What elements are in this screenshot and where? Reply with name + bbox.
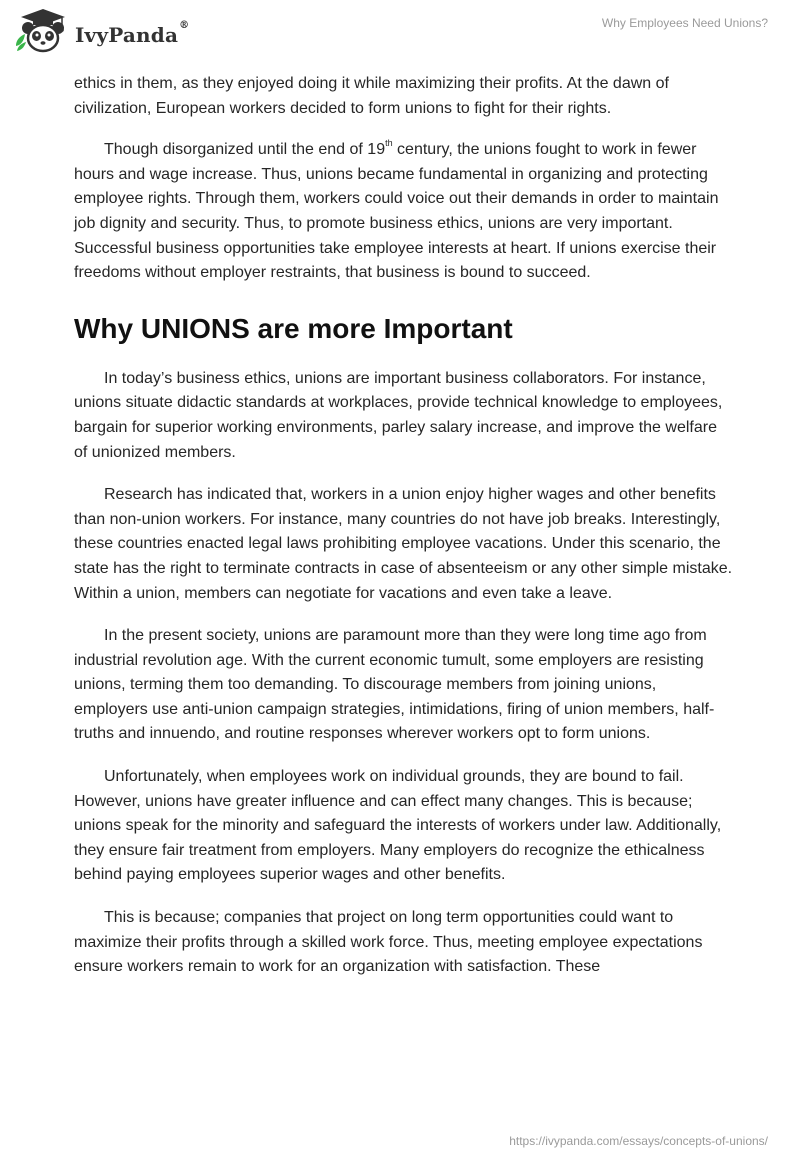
section-heading: Why UNIONS are more Important [74,312,513,344]
paragraph: This is because; companies that project on long term opportunities could want to maximize their profits through a skilled work force. Thus, meeting employee expectations ensure workers remain to work for an organization with satisfaction. These [74,909,703,976]
paragraph: Though disorganized until the end of 19th century, the unions fought to work in fewer hours and wage increase. Thus, unions became fundamental in organizing and protecting employee rights. Through them, workers could voice out their demands in order to maintain job dignity and security. Thus, to promote business ethics, unions are very important. Successful business opportunities take employee interests at heart. If unions exercise their freedoms without employer restraints, that business is bound to succeed. [74,137,719,282]
paragraph: Unfortunately, when employees work on individual grounds, they are bound to fail. However, unions have greater influence and can effect many changes. This is because; unions speak for the minority and safeguard the interests of workers under law. Additionally, they ensure fair treatment from employers. Many employers do recognize the ethicalness behind paying employees superior wages and other benefits. [74,768,722,884]
paragraph: In the present society, unions are paramount more than they were long time ago from industrial revolution age. With the current economic tumult, some employers are resisting unions, terming them too demanding. To discourage members from joining unions, employers use anti-union campaign strategies, intimidations, firing of union members, half-truths and innuendo, and routine responses wherever workers opt to form unions. [74,627,715,743]
page-header [0,0,800,70]
source-url[interactable]: https://ivypanda.com/essays/concepts-of-unions/ [509,1134,768,1148]
panda-graduate-logo-icon[interactable] [12,8,74,54]
essay-body [74,72,734,998]
registered-mark: ® [179,20,190,31]
brand-name[interactable]: IvyPanda® [75,20,190,47]
paragraph: In today’s business ethics, unions are important business collaborators. For instance, unions situate didactic standards at workplaces, provide technical knowledge to employees, bargain for superior working environments, parley salary increase, and improve the welfare of unionized members. [74,369,723,461]
document-title: Why Employees Need Unions? [601,16,768,30]
paragraph: Research has indicated that, workers in a union enjoy higher wages and other benefits than non-union workers. For instance, many countries do not have job breaks. Interestingly, these countries enacted legal laws prohibiting employee vacations. Under this scenario, the state has the right to terminate contracts in case of absenteeism or any other simple mistake. Within a union, members can negotiate for vacations and even take a leave. [74,486,733,602]
paragraph-continuation: ethics in them, as they enjoyed doing it while maximizing their profits. At the dawn of civilization, European workers decided to form unions to fight for their rights. [74,75,669,117]
